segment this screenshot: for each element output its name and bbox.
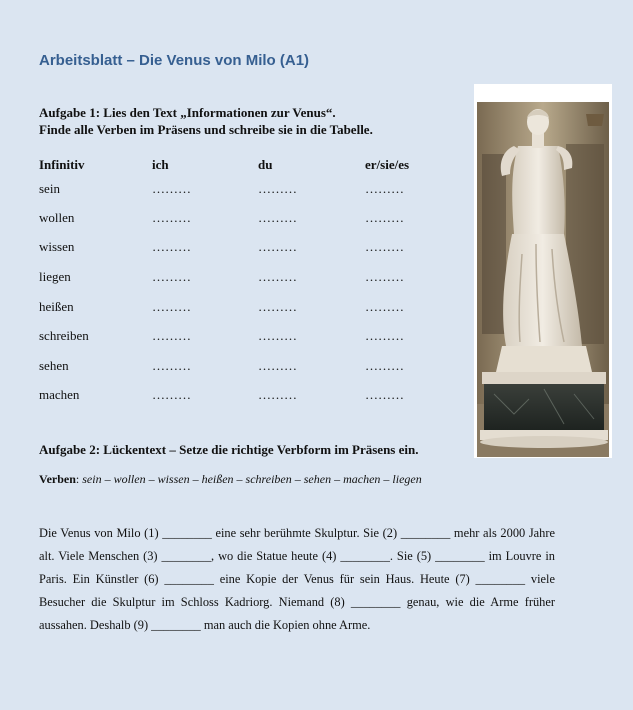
blank-du-cell: ……… xyxy=(258,387,297,403)
blank-er-sie-es-cell: ……… xyxy=(365,209,404,225)
header-du: du xyxy=(258,157,273,172)
task1-line2: Finde alle Verben im Präsens und schreibe sie in die Tabelle. xyxy=(39,122,373,137)
verb-row xyxy=(39,262,455,292)
blank-ich-cell: ……… xyxy=(152,268,191,284)
task2-heading: Aufgabe 2: Lückentext – Setze die richtige Verbform im Präsens ein. xyxy=(39,442,419,457)
cloze-text: Die Venus von Milo (1) ________ eine sehr berühmte Skulptur. Sie (2) ________ mehr als 2000 Jahre alt. Viele Menschen (3) ________, wo die Statue heute (4) ________. Sie (5) ________ im Louvre in Paris. Ein Künstler (6) ________ eine Kopie der Venus für sein Haus. Heute (7) ________ viele Besucher die Skulptur im Schloss Kadriorg. Niemand (8) ________ genau, wie die Arme früher aussahen. Deshalb (9) ________ man auch die Kopien ohne Arme. xyxy=(39,526,555,632)
blank-ich-cell: ……… xyxy=(152,239,191,255)
blank-ich-cell: ……… xyxy=(152,181,191,196)
blank-ich-cell: ……… xyxy=(152,298,191,314)
blank-ich-cell: ……… xyxy=(152,357,191,373)
verb-row xyxy=(39,321,455,351)
infinitive-cell: wollen xyxy=(39,209,75,225)
blank-du-cell: ……… xyxy=(258,268,297,284)
header-ich: ich xyxy=(152,157,169,172)
verb-list: Verben: sein – wollen – wissen – heißen – schreiben – sehen – machen – liegen xyxy=(39,472,422,486)
verb-row xyxy=(39,203,455,233)
blank-ich-cell: ……… xyxy=(152,387,191,403)
infinitive-cell: schreiben xyxy=(39,328,89,344)
task1-line1: Aufgabe 1: Lies den Text „Informationen zur Venus“. xyxy=(39,105,336,120)
infinitive-cell: heißen xyxy=(39,298,74,314)
blank-er-sie-es-cell: ……… xyxy=(365,328,404,344)
verb-table xyxy=(39,157,455,410)
worksheet-title: Arbeitsblatt – Die Venus von Milo (A1) xyxy=(39,52,310,69)
infinitive-cell: sein xyxy=(39,181,60,196)
verbs-items: sein – wollen – wissen – heißen – schreiben – sehen – machen – liegen xyxy=(82,472,422,486)
blank-du-cell: ……… xyxy=(258,209,297,225)
blank-er-sie-es-cell: ……… xyxy=(365,181,404,196)
header-infinitiv: Infinitiv xyxy=(39,157,85,172)
blank-ich-cell: ……… xyxy=(152,209,191,225)
verbs-label: Verben xyxy=(39,472,76,486)
infinitive-cell: liegen xyxy=(39,268,71,284)
header-er-sie-es: er/sie/es xyxy=(365,157,410,172)
statue-illustration xyxy=(474,84,612,458)
blank-du-cell: ……… xyxy=(258,298,297,314)
blank-er-sie-es-cell: ……… xyxy=(365,387,404,403)
blank-du-cell: ……… xyxy=(258,328,297,344)
verb-row xyxy=(39,233,455,263)
infinitive-cell: sehen xyxy=(39,357,69,373)
blank-du-cell: ……… xyxy=(258,181,297,196)
verb-row xyxy=(39,292,455,322)
verb-row xyxy=(39,351,455,381)
blank-er-sie-es-cell: ……… xyxy=(365,298,404,314)
task1-instructions xyxy=(39,104,373,138)
verb-table-header xyxy=(39,157,455,175)
blank-er-sie-es-cell: ……… xyxy=(365,268,404,284)
verb-row xyxy=(39,381,455,411)
infinitive-cell: wissen xyxy=(39,239,75,255)
blank-du-cell: ……… xyxy=(258,357,297,373)
blank-er-sie-es-cell: ……… xyxy=(365,239,404,255)
blank-er-sie-es-cell: ……… xyxy=(365,357,404,373)
venus-statue-image xyxy=(474,84,612,458)
verb-row xyxy=(39,175,455,203)
infinitive-cell: machen xyxy=(39,387,80,403)
blank-du-cell: ……… xyxy=(258,239,297,255)
blank-ich-cell: ……… xyxy=(152,328,191,344)
